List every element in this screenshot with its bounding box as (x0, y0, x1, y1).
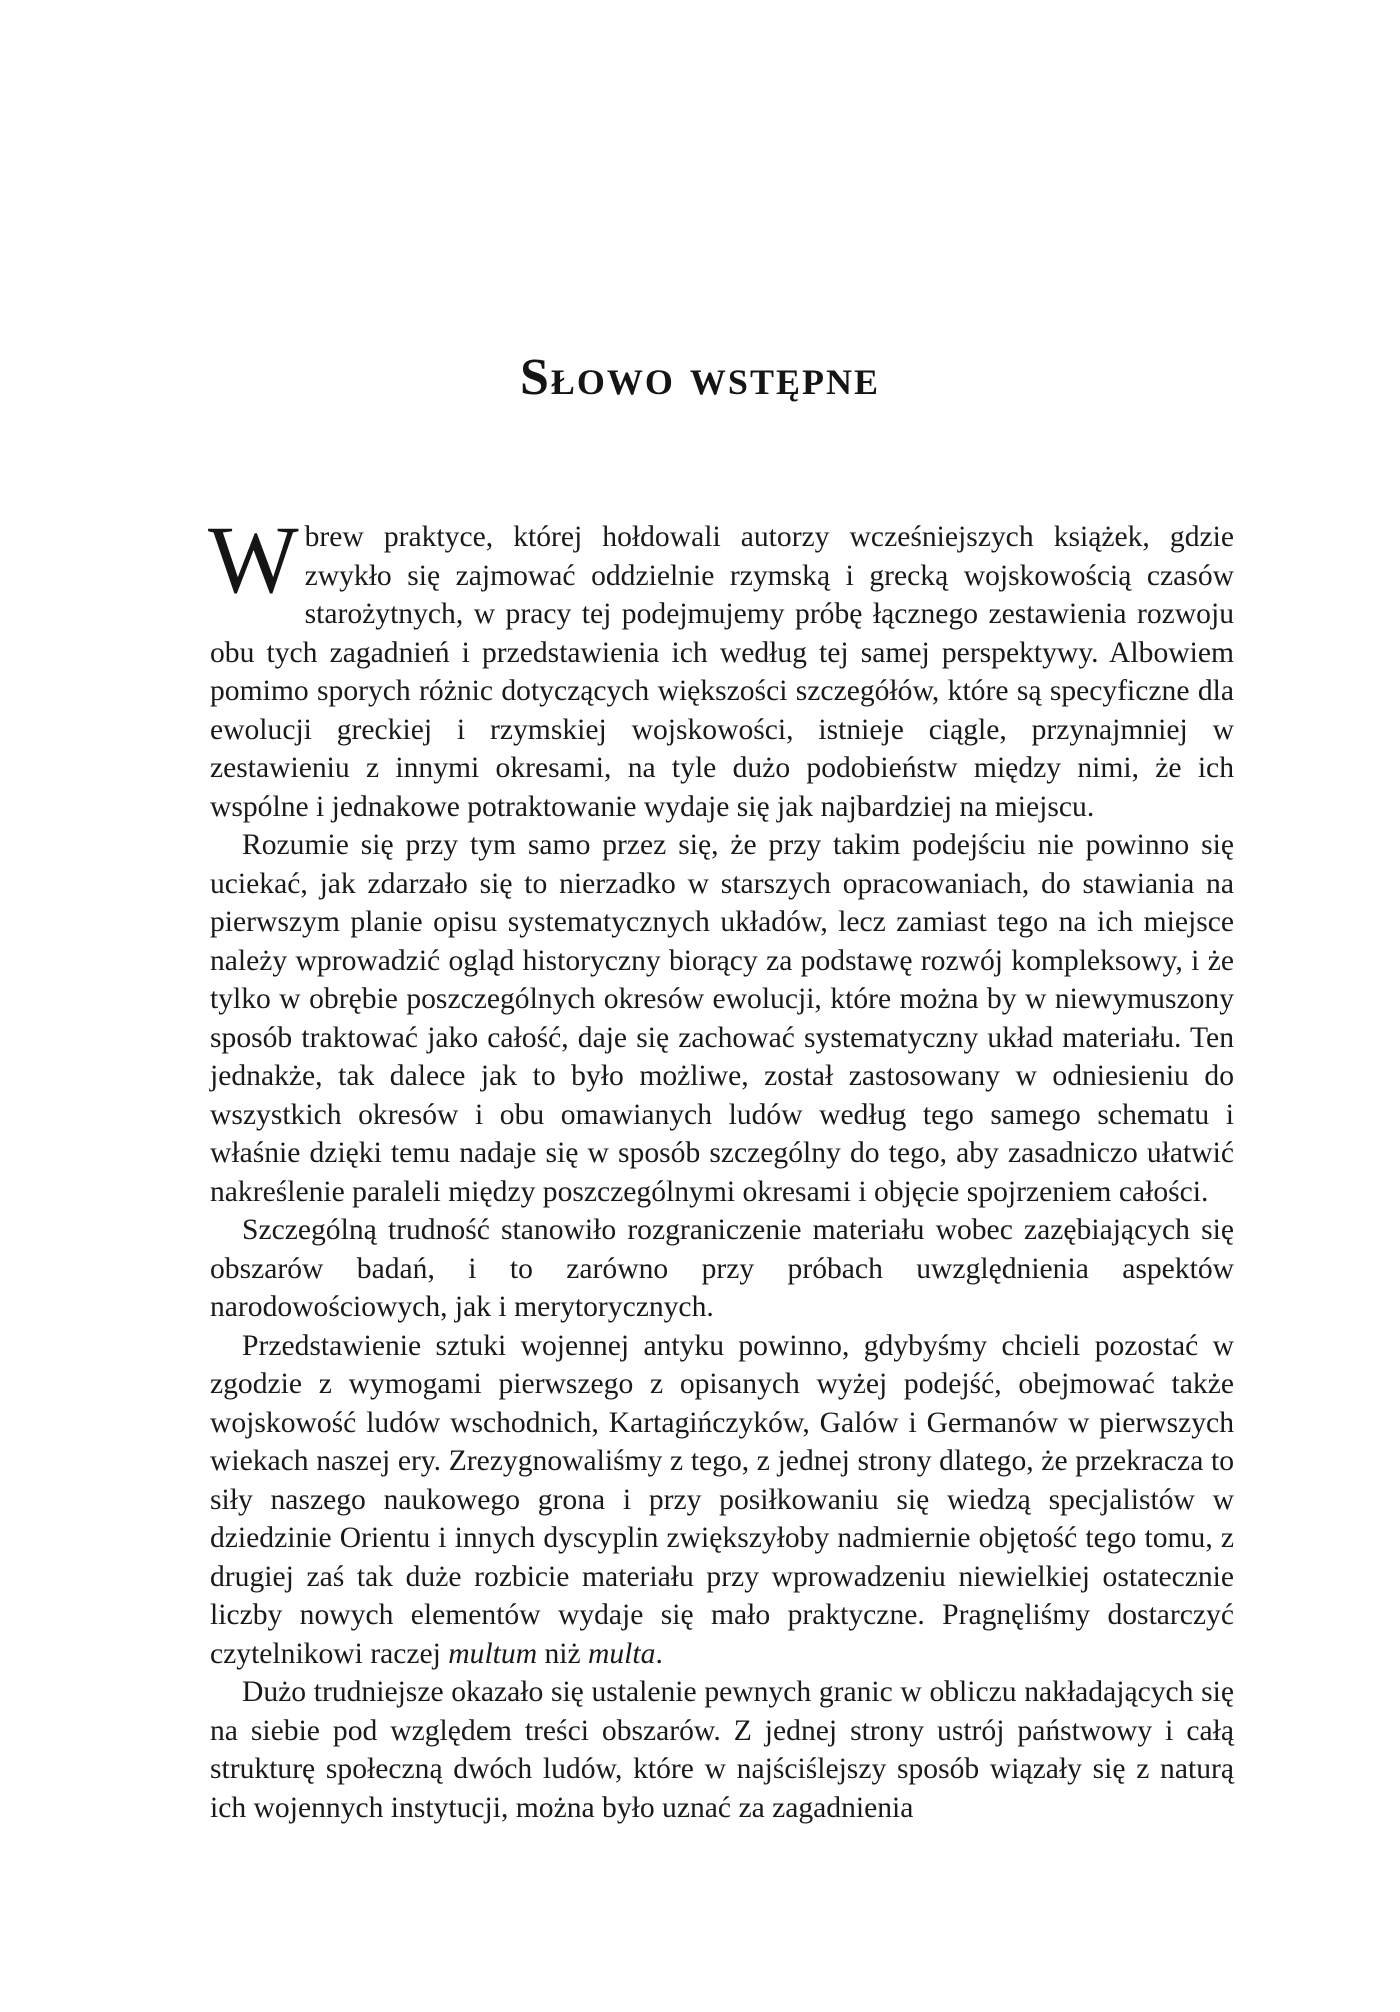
italic-term-multum: multum (448, 1637, 538, 1670)
paragraph-4-text: Przedstawienie sztuki wojennej antyku powinno, gdybyśmy chcieli pozostać w zgodzie z wymogami pierwszego z opisanych wyżej podejść, obejmować także wojskowość ludów wschodnich, Kartagińczyków, Galów i Germanów w pierwszych wiekach naszej ery. Zrezygnowaliśmy z tego, z jednej strony dlatego, że przekracza to siły naszego naukowego grona i przy posiłkowaniu się wiedzą specjalistów w dziedzinie Orientu i innych dyscyplin zwiększyłoby nadmiernie objętość tego tomu, z drugiej zaś tak duże rozbicie materiału przy wprowadzeniu niewielkiej ostatecznie liczby nowych elementów wydaje się mało praktyczne. Pragnęliśmy dostarczyć czytelnikowi raczej (210, 1329, 1234, 1670)
paragraph-2: Rozumie się przy tym samo przez się, że przy takim podejściu nie powinno się uciekać, jak zdarzało się to nierzadko w starszych opracowaniach, do stawiania na pierwszym planie opisu systematycznych układów, lecz zamiast tego na ich miejsce należy wprowadzić ogląd historyczny biorący za podstawę rozwój kompleksowy, i że tylko w obrębie poszczególnych okresów ewolucji, które można by w niewymuszony sposób traktować jako całość, daje się zachować systematyczny układ materiału. Ten jednakże, tak dalece jak to było możliwe, został zastosowany w odniesieniu do wszystkich okresów i obu omawianych ludów według tego samego schematu i właśnie dzięki temu nadaje się w sposób szczególny do tego, aby zasadniczo ułatwić nakreślenie paraleli między poszczególnymi okresami i objęcie spojrzeniem całości. (210, 829, 1234, 1208)
paragraph-3: Szczególną trudność stanowiło rozgraniczenie materiału wobec zazębiających się obszarów badań, i to zarówno przy próbach uwzględnienia aspektów narodowościowych, jak i merytorycznych. (210, 1214, 1234, 1323)
paragraph-1 (208, 506, 1234, 826)
italic-term-multa: multa (588, 1637, 656, 1670)
paragraph-4 (210, 1327, 1234, 1674)
paragraph-4-end: . (655, 1637, 663, 1670)
paragraph-4-middle: niż (537, 1637, 589, 1670)
paragraph-5: Dużo trudniejsze okazało się ustalenie pewnych granic w obliczu nakładających się na siebie pod względem treści obszarów. Z jednej strony ustrój państwowy i całą strukturę społeczną dwóch ludów, które w najściślejszy sposób wiązały się z naturą ich wojennych instytucji, można było uznać za zagadnienia (210, 1676, 1234, 1824)
paragraph-1-text: brew praktyce, której hołdowali autorzy wcześniejszych książek, gdzie zwykło się zajmować oddzielnie rzymską i grecką wojskowością czasów starożytnych, w pracy tej podejmujemy próbę łącznego zestawienia rozwoju obu tych zagadnień i przedstawienia ich według tej samej perspektywy. Albowiem pomimo sporych różnic dotyczących większości szczegółów, które są specyficzne dla ewolucji greckiej i rzymskiej wojskowości, istnieje ciągle, przynajmniej w zestawieniu z innymi okresami, na tyle dużo podobieństw między nimi, że ich wspólne i jednakowe potraktowanie wydaje się jak najbardziej na miejscu. (210, 521, 1234, 823)
chapter-title: Słowo wstępne (520, 349, 880, 406)
body-text (208, 506, 1234, 1827)
drop-cap: W (208, 506, 299, 613)
